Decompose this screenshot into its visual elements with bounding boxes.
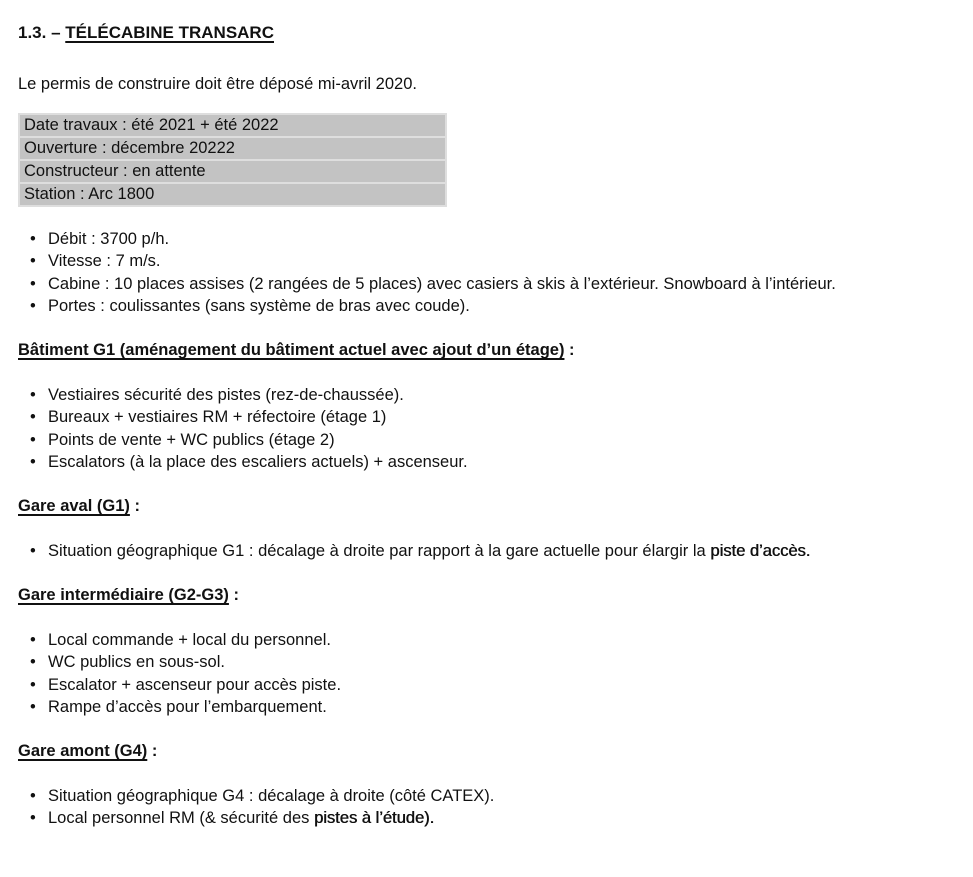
gare-amont-list [18, 785, 957, 830]
list-item-emphasis: pistes à l’étude). [313, 809, 435, 828]
list-item-text: Situation géographique G1 : décalage à droite par rapport à la gare actuelle pour élargir la [48, 541, 711, 560]
info-box-row-date-travaux: Date travaux : été 2021 + été 2022 [20, 115, 445, 138]
section-heading-suffix: : [147, 742, 158, 761]
info-box [18, 113, 447, 207]
info-box-row-station: Station : Arc 1800 [20, 184, 445, 205]
list-item: • Vestiaires sécurité des pistes (rez-de-chaussée). [18, 384, 957, 406]
section-heading-suffix: : [228, 586, 240, 605]
page-title [18, 22, 957, 44]
page-title-number: 1.3. – [18, 23, 66, 42]
info-box-row-constructeur: Constructeur : en attente [20, 161, 445, 184]
list-item: • Local commande + local du personnel. [18, 629, 957, 651]
intro-paragraph: Le permis de construire doit être déposé mi-avril 2020. [18, 75, 417, 94]
list-item: • Débit : 3700 p/h. [18, 228, 957, 250]
section-heading-text: Gare intermédiaire (G2-G3) [18, 586, 229, 605]
list-item: • Portes : coulissantes (sans système de bras avec coude). [18, 295, 957, 317]
list-item: • Vitesse : 7 m/s. [18, 250, 957, 272]
list-item: • Cabine : 10 places assises (2 rangées de 5 places) avec casiers à skis à l’extérieur. Snowboard à l’intérieur. [18, 273, 957, 295]
gare-intermediaire-list [18, 629, 957, 719]
page-title-text: TÉLÉCABINE TRANSARC [65, 23, 274, 42]
section-heading-text: Gare amont (G4) [18, 742, 148, 761]
spec-list [18, 228, 957, 318]
section-heading-gare-aval [18, 495, 957, 517]
list-item: • Rampe d’accès pour l’embarquement. [18, 696, 957, 718]
list-item: • Bureaux + vestiaires RM + réfectoire (étage 1) [18, 406, 957, 428]
list-item [18, 540, 957, 562]
section-heading-gare-amont [18, 740, 957, 762]
section-heading-text: Bâtiment G1 (aménagement du bâtiment actuel avec ajout d’un étage) [18, 341, 565, 360]
info-box-row-ouverture: Ouverture : décembre 20222 [20, 138, 445, 161]
gare-aval-list [18, 540, 957, 562]
section-heading-suffix: : [564, 341, 575, 360]
batiment-g1-list [18, 384, 957, 474]
section-heading-batiment-g1 [18, 339, 957, 361]
list-item-emphasis: piste d’accès. [710, 541, 811, 560]
list-item-text: Local personnel RM (& sécurité des [48, 809, 314, 828]
list-item [18, 807, 957, 829]
list-item: • Situation géographique G4 : décalage à droite (côté CATEX). [18, 785, 957, 807]
list-item: • Escalators (à la place des escaliers actuels) + ascenseur. [18, 451, 957, 473]
list-item: • Escalator + ascenseur pour accès piste. [18, 674, 957, 696]
list-item: • Points de vente + WC publics (étage 2) [18, 429, 957, 451]
section-heading-gare-intermediaire [18, 584, 957, 606]
list-item: • WC publics en sous-sol. [18, 651, 957, 673]
section-heading-suffix: : [129, 497, 140, 516]
section-heading-text: Gare aval (G1) [18, 497, 130, 516]
